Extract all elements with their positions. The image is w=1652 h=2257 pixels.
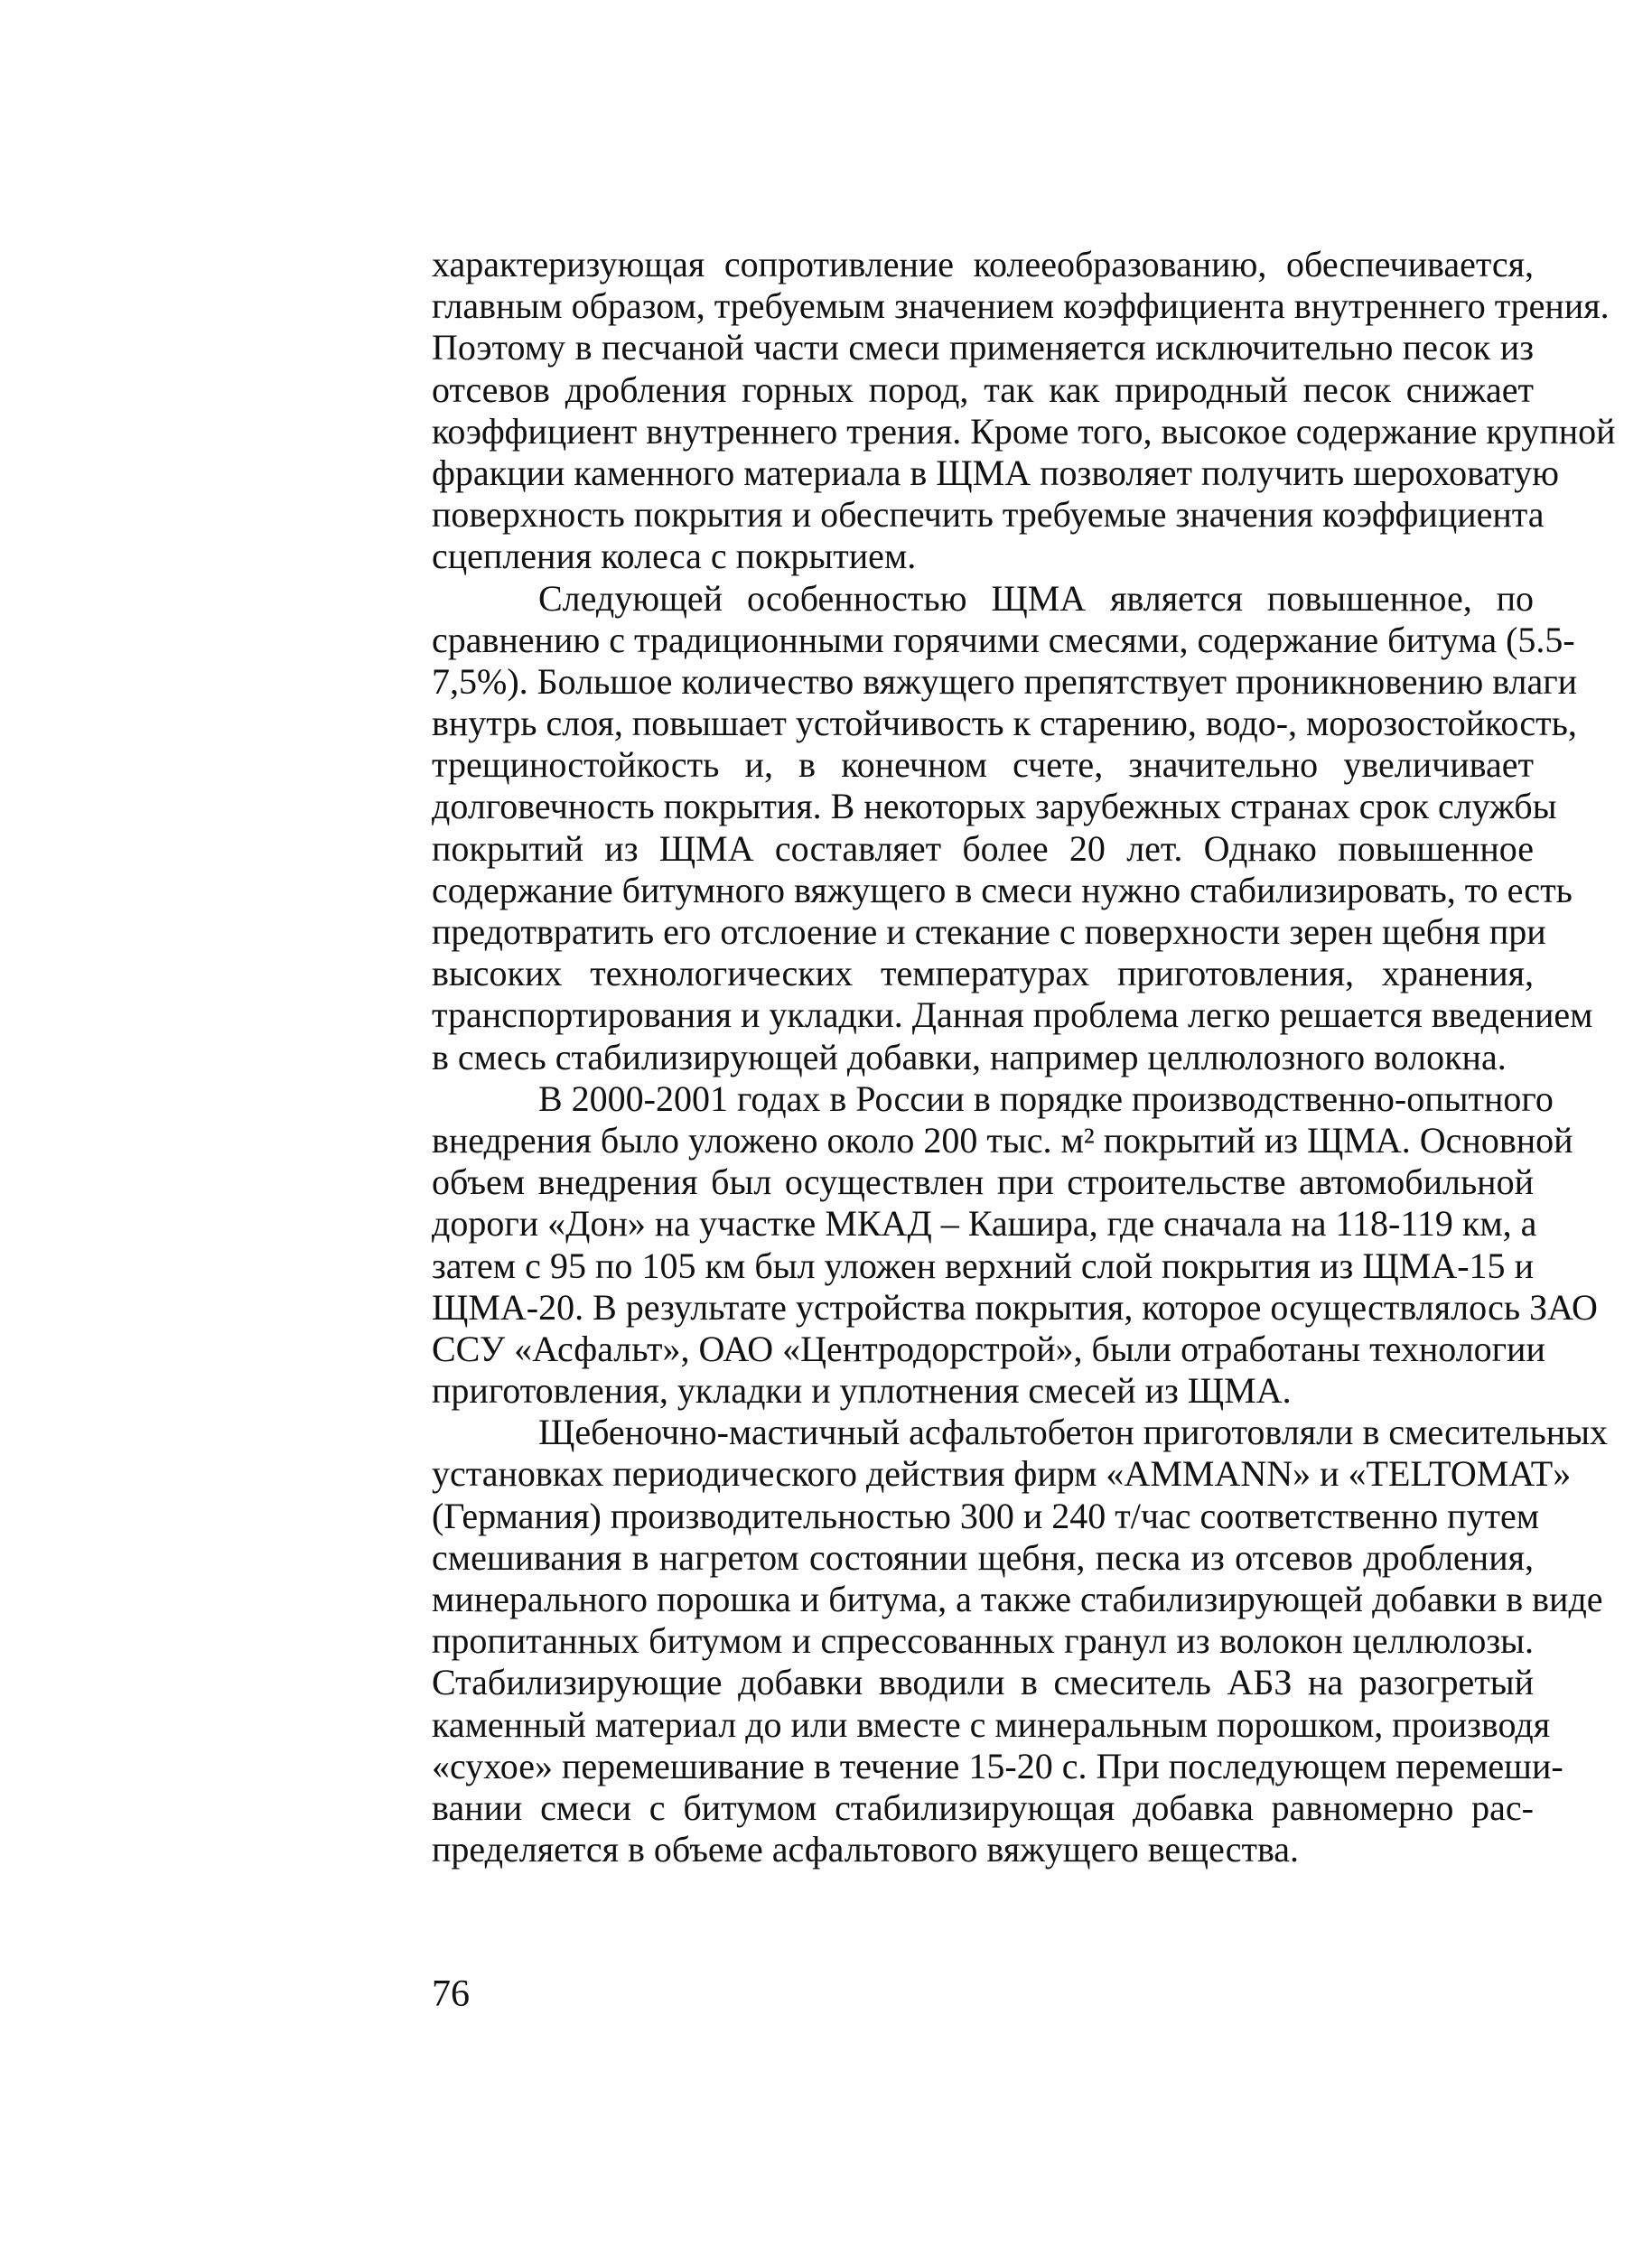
text-line: Поэтому в песчаной части смеси применяется исключительно песок из	[432, 327, 1534, 368]
text-line: покрытий из ЩМА составляет более 20 лет. Однако повышенное	[432, 827, 1534, 869]
text-line: в смесь стабилизирующей добавки, например целлюлозного волокна.	[432, 1036, 1507, 1077]
text-line: дороги «Дон» на участке МКАД – Кашира, где сначала на 118-119 км, а	[432, 1203, 1537, 1245]
text-line: характеризующая сопротивление колееобразованию, обеспечивается,	[432, 244, 1534, 284]
paragraph	[432, 1412, 1609, 1870]
text-line: установках периодического действия фирм «AMMANN» и «TELTOMAT»	[432, 1453, 1572, 1495]
text-line: транспортирования и укладки. Данная проблема легко решается введением	[432, 994, 1593, 1036]
text-line: минерального порошка и битума, а также стабилизирующей добавки в виде	[432, 1579, 1603, 1619]
text-line: коэффициент внутреннего трения. Кроме того, высокое содержание крупной	[432, 410, 1616, 452]
text-line: пропитанных битумом и спрессованных гранул из волокон целлюлозы.	[432, 1620, 1534, 1662]
text-line: В 2000-2001 годах в России в порядке производственно-опытного	[538, 1077, 1554, 1119]
text-line: ССУ «Асфальт», ОАО «Центродорстрой», были отработаны технологии	[432, 1328, 1545, 1369]
text-line: фракции каменного материала в ЩМА позволяет получить шероховатую	[432, 452, 1560, 493]
text-line: долговечность покрытия. В некоторых зарубежных странах срок службы	[432, 786, 1557, 827]
text-line: 7,5%). Большое количество вяжущего препятствует проникновению влаги	[432, 660, 1578, 702]
text-line: (Германия) производительностью 300 и 240 т/час соответственно путем	[432, 1495, 1540, 1536]
text-line: трещиностойкость и, в конечном счете, значительно увеличивает	[432, 744, 1534, 786]
text-line: сравнению с традиционными горячими смесями, содержание битума (5.5-	[432, 619, 1575, 660]
paragraph-list	[432, 244, 1616, 1870]
text-line: внедрения было уложено около 200 тыс. м² покрытий из ЩМА. Основной	[432, 1119, 1573, 1161]
text-line: затем с 95 по 105 км был уложен верхний слой покрытия из ЩМА-15 и	[432, 1245, 1534, 1286]
text-line: Стабилизирующие добавки вводили в смеситель АБЗ на разогретый	[432, 1662, 1534, 1703]
text-line: поверхность покрытия и обеспечить требуемые значения коэффициента	[432, 494, 1545, 536]
text-line: «сухое» перемешивание в течение 15-20 с. При последующем перемеши-	[432, 1745, 1563, 1786]
text-line: приготовления, укладки и уплотнения смесей из ЩМА.	[432, 1370, 1292, 1412]
text-line: Следующей особенностью ЩМА является повышенное, по	[538, 577, 1534, 619]
text-line: сцепления колеса с покрытием.	[432, 536, 917, 577]
text-line: содержание битумного вяжущего в смеси нужно стабилизировать, то есть	[432, 869, 1573, 910]
paragraph	[432, 1077, 1598, 1413]
text-line: ЩМА-20. В результате устройства покрытия, которое осуществлялось ЗАО	[432, 1286, 1598, 1328]
text-line: пределяется в объеме асфальтового вяжущего вещества.	[432, 1829, 1300, 1870]
page-number: 76	[432, 1973, 470, 2015]
text-line: смешивания в нагретом состоянии щебня, песка из отсевов дробления,	[432, 1536, 1534, 1578]
text-line: Щебеночно-мастичный асфальтобетон приготовляли в смесительных	[538, 1412, 1609, 1453]
text-line: каменный материал до или вместе с минеральным порошком, производя	[432, 1703, 1551, 1745]
text-line: предотвратить его отслоение и стекание с поверхности зерен щебня при	[432, 911, 1546, 952]
text-line: главным образом, требуемым значением коэффициента внутреннего трения.	[432, 285, 1610, 327]
paragraph	[432, 244, 1616, 578]
text-line: высоких технологических температурах приготовления, хранения,	[432, 953, 1534, 994]
text-line: объем внедрения был осуществлен при строительстве автомобильной	[432, 1161, 1534, 1203]
body-text	[432, 244, 1616, 1870]
text-line: отсевов дробления горных пород, так как природный песок снижает	[432, 368, 1534, 410]
paragraph	[432, 577, 1593, 1078]
text-line: вании смеси с битумом стабилизирующая добавка равномерно рас-	[432, 1786, 1534, 1828]
text-line: внутрь слоя, повышает устойчивость к старению, водо-, морозостойкость,	[432, 703, 1577, 744]
